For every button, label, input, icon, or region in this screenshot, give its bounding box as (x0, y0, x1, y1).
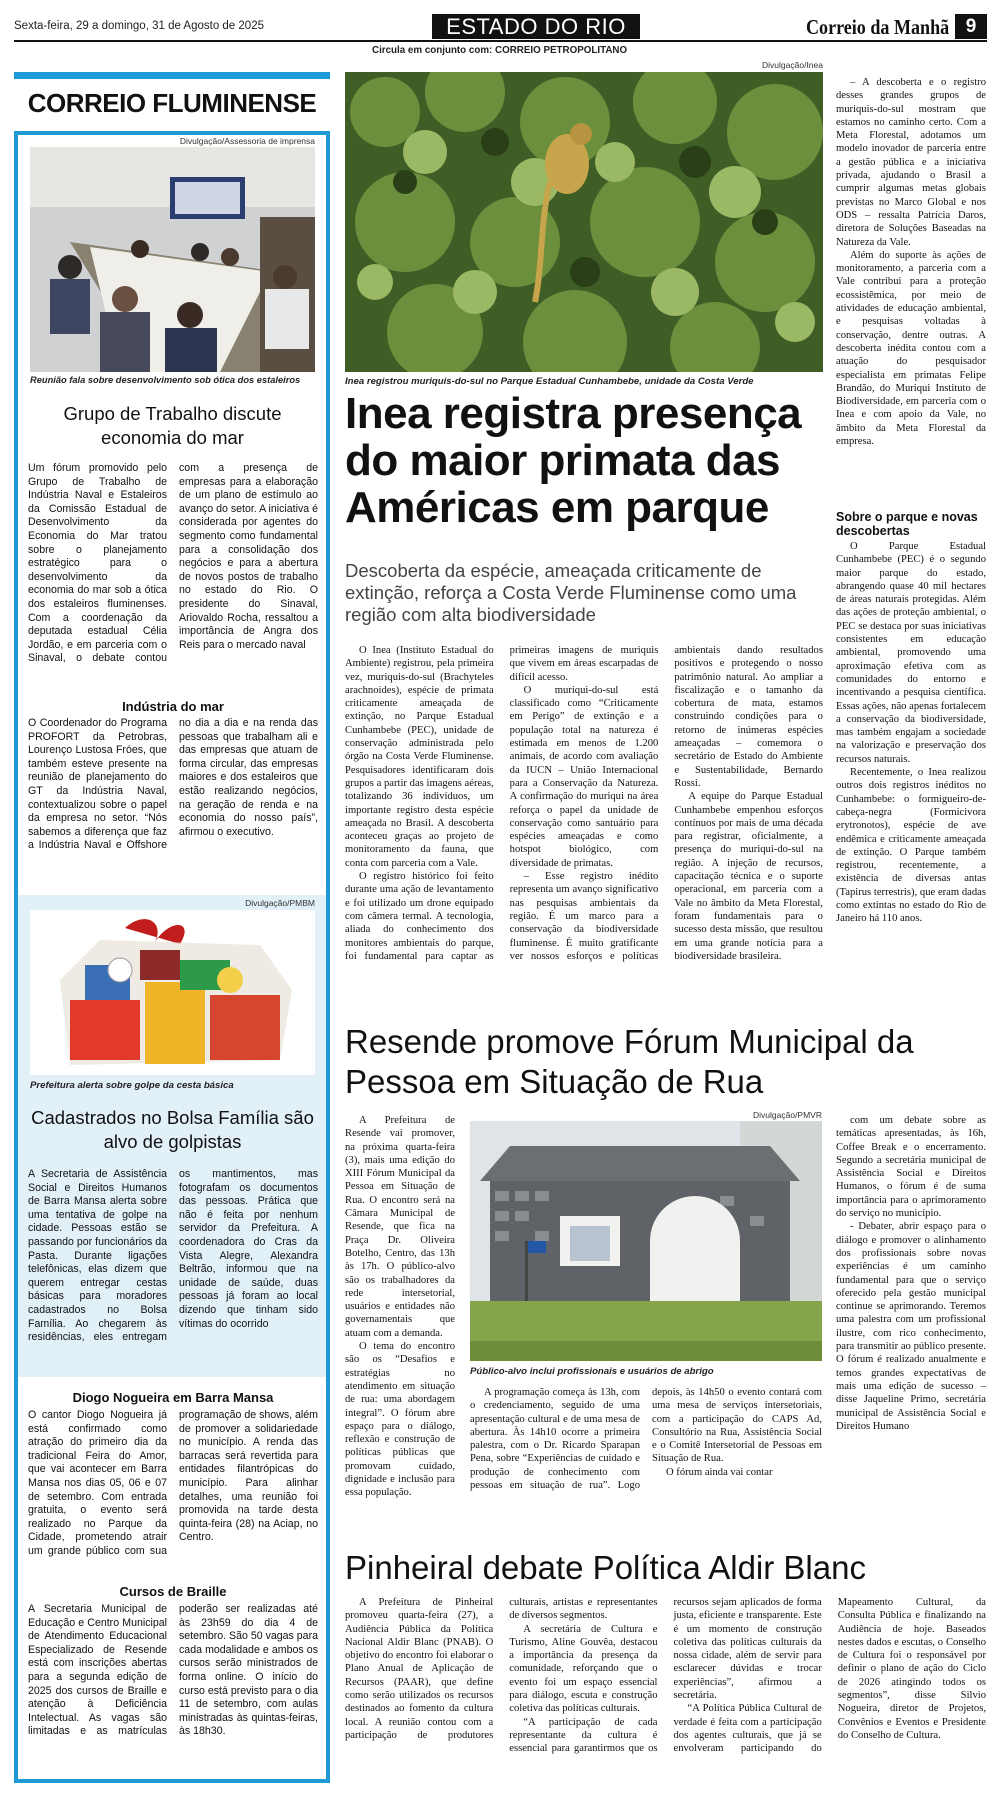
lead-deck: Descoberta da espécie, ameaçada criticamente de extinção, reforça a Costa Verde Fluminense como uma região com alta biodiversidade (345, 560, 797, 625)
story-headline: Diogo Nogueira em Barra Mansa (72, 1390, 274, 1405)
paragraph: Além do suporte às ações de monitoramento, a parceria com a Vale contribui para a proteção ecossistêmica, por meio de atividades de educação ambiental, e pesquisas voltadas à conservação, dentre outras. A descoberta inédita contou com a atuação do pesquisador especialista em primatas Felipe Brandão, do Muriqui Instituto de Biodiversidade, em parceria com o Inea e com apoio da Vale, no âmbito da Meta Florestal da empresa. (836, 249, 986, 448)
sidebar-title: CORREIO FLUMINENSE (27, 88, 317, 118)
lead-body-right-column (836, 540, 986, 1004)
story-subhead: Indústria do mar (122, 699, 224, 714)
page-number: 9 (955, 14, 987, 39)
photo-credit: Divulgação/Inea (762, 60, 823, 70)
paragraph: - Debater, abrir espaço para o diálogo e promover o alinhamento dos profissionais sobre novas experiências é um caminho fundamental para que o serviço oferecido pela gestão municipal continue se aprimorando. Teremos uma palestra com um profissional ilustre, com rico conhecimento, para transmitir ao público presente. O fórum é realizado anualmente e temos grandes expectativas de mais uma edição de sucesso – disse Jaqueline Primo, secretária municipal de Assistência Social e Direitos Humano (836, 1221, 986, 1432)
food-basket-photo (30, 910, 315, 1075)
paragraph: “A participação de cada representante da cultura é essencial para garantirmos que os recursos sejam aplicados de forma justa, eficiente e transparente. Este é um momento de construção coletiva das políticas culturais da nossa cidade, além de servir para esclarecer dúvidas e trocar experiências”, afirmou a secretária. (509, 1597, 822, 1755)
meeting-photo (30, 147, 315, 372)
story-subhead: Sobre o parque e novas descobertas (836, 510, 978, 538)
photo-credit: Divulgação/PMBM (245, 898, 315, 908)
paragraph: O fórum ainda vai contar (666, 1466, 773, 1478)
paragraph: A programação começa às 13h, com o credenciamento, seguido de uma apresentação cultural e de uma mesa de abertura. Às 14h10 ocorre a primeira palestra, com o Dr. Ricardo Sparapan Pena, sobre “Experiências de cuidado e produção de conhecimento com pessoas em situação de rua”. Logo depois, às 14h50 o evento contará com uma mesa de serviços intersetoriais, com a participação do CAPS Ad, Consultório na Rua, Assistência Social e o Comitê Intersetorial de Pessoas em Situação de Rua. (470, 1387, 822, 1492)
paragraph: O tema do encontro são os “Desafios e estratégias no atendimento em situação de rua: uma abordagem integral”. O fórum abre espaço para o diálogo, reflexão e construção de políticas públicas que promovam cuidado, dignidade e inclusão para essa população. (345, 1341, 455, 1499)
header-rule (14, 40, 987, 42)
paragraph: O Inea (Instituto Estadual do Ambiente) registrou, pela primeira vez, muriquis-do-sul (Brachyteles arachnoides), espécie de primata criticamente ameaçada de extinção, no Parque Estadual Cunhambebe (PEC), unidade de conservação administrada pelo órgão na Costa Verde Fluminense. Pesquisadores identificaram dois grupos a partir das imagens aéreas, totalizando 36 indivíduos, um importante registro desta espécie ameaçada no Brasil. A descoberta aconteceu graças ao projeto de monitoramento da fauna, que conta com parceria com a Vale. (345, 645, 494, 869)
paragraph: A Prefeitura de Pinheiral promoveu quarta-feira (27), a Audiência Pública da Política Nacional Aldir Blanc (PNAB). O objetivo do encontro foi elaborar o Plano Anual de Aplicação de Recursos (PAAR), que define como serão utilizados os recursos destinados ao fomento da cultura local. A reunião contou com a participação de produtores culturais, artistas e representantes de diversos segmentos. (345, 1597, 658, 1741)
story-body-right (836, 1114, 986, 1534)
edition-date: Sexta-feira, 29 a domingo, 31 de Agosto de 2025 (14, 20, 264, 32)
sidebar-top-bar (14, 72, 330, 79)
circulation-note: Circula em conjunto com: CORREIO PETROPOLITANO (372, 45, 628, 56)
photo-caption: Prefeitura alerta sobre golpe da cesta básica (30, 1080, 234, 1091)
story-body-left (345, 1114, 455, 1534)
paragraph: “A Política Pública Cultural de verdade é feita com a participação dos agentes culturais, que já se envolveram participando do Mapeamento Cultural, da Consulta Pública e finalizando na Audiência de hoje. Baseados nestes dados e escutas, o Conselho de Cultura foi o responsável por definir o plano de ação do Ciclo de 2026 atingindo todos os segmentos”, disse Silvio Nogueira, diretor de Projetos, Convênios e Eventos e Presidente do Conselho de Cultura. (673, 1597, 986, 1755)
story-text-continued: O Coordenador do Programa PROFORT da Petrobras, Lourenço Lustosa Fróes, que também esteve presente na reunião de planejamento do GT da Indústria Naval, contextualizou sobre o papel da empresa no setor. “Nós sabemos a diferença que faz a Indústria Naval e Offshore no dia a dia e na renda das pessoas que trabalham ali e das empresas que atuam de forma circular, das empresas maiores e dos estaleiros que estão realizando negócios, na geração de renda e na economia do nosso país”, afirmou o executivo. (28, 717, 318, 852)
story-headline: Grupo de Trabalho discute economia do mar (63, 403, 282, 448)
story-headline: Resende promove Fórum Municipal da Pessoa em Situação de Rua (345, 1023, 914, 1100)
story-subhead: Cursos de Braille (119, 1584, 227, 1599)
paragraph: A secretária de Cultura e Turismo, Aline Gouvêa, destacou a importância da presença da comunidade, reforçando que o evento foi um espaço essencial para diálogo, escuta e construção coletiva das políticas culturais. (509, 1623, 658, 1715)
story-text: A Secretaria de Assistência Social e Direitos Humanos de Barra Mansa alerta sobre uma tentativa de golpe na cidade. Pessoas estão se passando por funcionários da Pasta. Durante ligações telefônicas, elas dizem que querem entregar cestas básicas para moradores cadastrados no Bolsa Família. Ao chegarem às residências, eles entregam os mantimentos, mas fotografam os documentos das pessoas. Prática que não é feita por nenhum servidor da Prefeitura. A coordenadora do Cras da Vista Alegre, Alexandra Beltrão, informou que na unidade de saúde, duas pessoas já foram ao local dizendo que tinham sido vítimas do ocorrido (28, 1168, 318, 1344)
paragraph: A equipe do Parque Estadual Cunhambebe empenhou esforços contínuos por mais de uma década para registrar, oficialmente, a presença do muriqui-do-sul na região. A injeção de recursos, capacitação técnica e o suporte operacional, em parceria com a Vale no âmbito da Meta Florestal, foram fundamentais para o sucesso desta missão, que resultou em uma grande notícia para a biodiversidade brasileira. (674, 791, 823, 962)
story-headline: Cadastrados no Bolsa Família são alvo de golpistas (31, 1107, 314, 1152)
newspaper-name: Correio da Manhã (806, 15, 950, 39)
story-headline: Pinheiral debate Política Aldir Blanc (345, 1549, 866, 1586)
paragraph: com um debate sobre as temáticas apresentadas, às 16h, Coffee Break e o encerramento. Segundo a secretária municipal de Assistência Social e Direitos Humanos, o fórum é de suma importância para o aprimoramento do serviço no município. (836, 1115, 986, 1220)
photo-caption: Público-alvo inclui profissionais e usuários de abrigo (470, 1366, 714, 1377)
photo-caption: Inea registrou muriquis-do-sul no Parque Estadual Cunhambebe, unidade da Costa Verde (345, 376, 754, 387)
forest-monkey-photo (345, 72, 823, 372)
paragraph: O registro histórico foi feito durante uma ação de levantamento e foi utilizado um drone equipado com câmera termal. A tecnologia, aliada do conhecimento dos monitores ambientais do parque, foi fundamental para captar as primeiras imagens de muriquis que vivem em áreas escarpadas de difícil acesso. (345, 645, 659, 962)
paragraph: O muriqui-do-sul está classificado como “Criticamente em Perigo” de extinção e a população total na natureza é estimada em menos de 1.200 animais, de acordo com avaliação da IUCN – União Internacional para a Conservação da Natureza. A confirmação do muriqui na área reforça o papel da unidade de conservação como santuário para espécies ameaçadas e como hotspot biológico, com diversidade de primatas. (509, 684, 659, 869)
building-photo (470, 1121, 822, 1361)
paragraph: O Parque Estadual Cunhambebe (PEC) é o segundo maior parque do estado, abrangendo quase 40 mil hectares de áreas naturais protegidas. Além das ações de proteção ambiental, o PEC se destaca por suas iniciativas consistentes em educação ambiental, promovendo uma aproximação efetiva com as comunidades do entorno e incentivando a pesquisa científica. Essas ações, não apenas fortalecem a conservação da biodiversidade, mas também engajam a sociedade na valorização e preservação dos recursos naturais. (836, 541, 986, 765)
paragraph: Recentemente, o Inea realizou outros dois registros inéditos no Cunhambebe: o formigueiro-de-cabeça-negra (Formicivora erytronotos), espécie de ave endêmica e criticamente ameaçada de extinção. O Parque também registrou, recentemente, a existência de diversas antas (Tapirus terrestris), que eram dadas como extintas no estado do Rio de Janeiro há 110 anos. (836, 767, 986, 925)
story-text: Um fórum promovido pelo Grupo de Trabalho de Indústria Naval e Estaleiros da Comissão Estadual de Desenvolvimento da Economia do Mar tratou sobre o planejamento estratégico para o desenvolvimento da economia do mar sob a ótica dos estaleiros fluminenses. Com a coordenação da deputada estadual Célia Jordão, e em parceria com o Sinaval, o debate contou com a presença de empresas para a elaboração de um plano de estímulo ao avanço do setor. A iniciativa é considerada por agentes do segmento como fundamental para a consolidação dos negócios e para a abertura de novos postos de trabalho no estado do Rio. O presidente do Sinaval, Ariovaldo Rocha, ressaltou a importância de Angra dos Reis para o mercado naval (28, 462, 318, 665)
paragraph: – A descoberta e o registro desses grandes grupos de muriquis-do-sul mostram que estamos no caminho certo. Com a Meta Florestal, adotamos um modelo inovador de parceria entre a gestão pública e a iniciativa privada, ajudando o Brasil a cumprir algumas metas globais previstas no Marco Global e nos ODS – ressalta Patrícia Daros, diretora de Soluções Baseadas na Natureza da Vale. (836, 77, 986, 248)
photo-caption: Reunião fala sobre desenvolvimento sob ótica dos estaleiros (30, 375, 301, 385)
story-text: O cantor Diogo Nogueira já está confirmado como atração do primeiro dia da tradicional Feira do Amor, que vai acontecer em Barra Mansa nos dias 05, 06 e 07 de setembro. Com entrada gratuita, o evento será realizado no Parque da Cidade, prometendo atrair um grande público com sua programação de shows, além de promover a solidariedade no município. A renda das barracas será revertida para entidades filantrópicas do município. Para alinhar detalhes, uma reunião foi promovida na tarde desta quinta-feira (28) na Aciap, no Centro. (28, 1409, 318, 1557)
section-banner: ESTADO DO RIO (432, 14, 640, 39)
story-body (345, 1596, 986, 1781)
photo-credit: Divulgação/PMVR (753, 1110, 822, 1120)
story-text-continued: A Secretaria Municipal de Educação e Centro Municipal de Atendimento Educacional Especializado de Resende está com inscrições abertas para a segunda edição de 2025 dos cursos de Braille e atenção à Deficiência Intelectual. As vagas são limitadas e as matrículas poderão ser realizadas até às 23h59 do dia 4 de setembro. São 50 vagas para cada modalidade e ambos os cursos serão ministrados de forma online. O início do curso está previsto para o dia 11 de setembro, com aulas ministradas às quintas-feiras, às 18h30. (28, 1603, 318, 1738)
photo-credit: Divulgação/Assessoria de imprensa (179, 136, 315, 146)
lead-body (345, 644, 823, 1004)
story-body-middle (470, 1386, 822, 1536)
paragraph: A Prefeitura de Resende vai promover, na próxima quarta-feira (3), mais uma edição do XIII Fórum Municipal da Pessoa em Situação de Rua. O encontro será na Câmara Municipal de Resende, que fica na Praça Dr. Oliveira Botelho, Centro, das 13h às 17h. O público-alvo são os trabalhadores da rede intersetorial, usuários e entidades não governamentais que atuam com a demanda. (345, 1115, 455, 1339)
lead-body-right-column (836, 76, 986, 506)
lead-headline: Inea registra presença do maior primata das Américas em parque (345, 389, 802, 532)
paragraph: – Esse registro inédito representa um avanço significativo nas pesquisas ambientais da região. É um marco para a conservação da biodiversidade fluminense. É muito gratificante ver nossos esforços e políticas ambientais dando resultados positivos e protegendo o nosso patrimônio natural. Ao ampliar a fiscalização e o tamanho da cobertura de mata, estamos construindo condições para o retorno de inúmeras espécies ameaçadas – comemora o secretário de Estado do Ambiente e Sustentabilidade, Bernardo Rossi. (509, 645, 823, 962)
